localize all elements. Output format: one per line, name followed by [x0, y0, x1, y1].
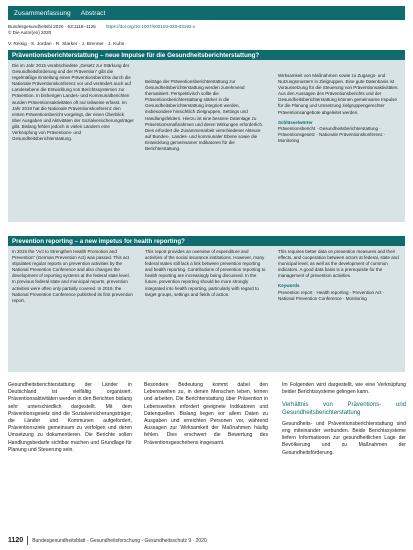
- abstract-tab-bar: [8, 6, 405, 20]
- german-title-bar: [8, 50, 405, 60]
- body-column-2: [144, 382, 268, 447]
- german-abstract-box: [8, 60, 405, 222]
- footer-divider: [27, 536, 28, 545]
- english-abstract-col-1: [12, 249, 134, 304]
- english-title: Prevention reporting – a new impetus for health reporting?: [12, 237, 185, 245]
- english-abstract-text-2: This report provides an overview of expenditure and activities of the social insurance institutions. However, many federal states still lack a link between prevention reporting and health reporting. Contributions of prevention reporting to health reporting are increasingly being discussed. In the future, prevention reporting should be more strongly integrated into health reporting, particularly with regard to target groups, settings and fields of action.: [145, 249, 266, 297]
- body-column-3: [282, 382, 406, 457]
- english-abstract-box: [8, 246, 405, 372]
- author-list: V. Reisig · S. Jordan · R. Starker · J. Brenner · J. Kuhn: [8, 42, 125, 47]
- german-abstract-col-2: [145, 63, 267, 152]
- english-abstract-text-3: This requires better data on prevention measures and their effects, and cooperation between actors at federal, state and municipal level, as well as the development of common indicators. A good data basis is a prerequisite for the management of prevention activities.: [278, 249, 399, 279]
- german-keywords: Präventionsbericht · Gesundheitsberichterstattung · Präventionsgesetz · Nationale Präventionskonferenz · Monitoring: [278, 125, 386, 143]
- german-title: Präventionsberichterstattung – neue Impulse für die Gesundheitsberichterstattung?: [12, 51, 260, 59]
- citation-text: Bundesgesundheitsbl 2020 · 63:1118–1125: [8, 24, 96, 29]
- english-keywords-label: Keywords: [278, 283, 300, 289]
- german-abstract-col-1: [12, 63, 134, 142]
- german-abstract-text-2: Beiträge der Präventionsberichterstattung zur Gesundheitsberichterstattung werden zunehmend thematisiert. Perspektivisch sollte die Präventionsberichterstattung stärker in die Gesundheitsberichterstattung integriert werden, insbesondere hinsichtlich Zielgruppen, Settings und Handlungsfeldern. Hierzu ist eine bessere Datenlage zu Präventionsmaßnahmen und deren Wirkungen erforderlich. Dies erfordert die Zusammenarbeit verschiedener Akteure auf Bundes-, Landes- und kommunaler Ebene sowie die Entwicklung gemeinsamer Indikatoren für die Berichterstattung.: [145, 79, 264, 152]
- body-text-1: Gesundheitsberichterstattung der Länder in Deutschland ist vielfältig organisiert. Präventionsaktivitäten werden in den Berichten bislang sehr unterschiedlich dargestellt. Mit dem Präventionsgesetz sind die Sozialversicherungsträger, die Länder und Kommunen aufgefordert, Präventionsziele gemeinsam zu verfolgen und deren Umsetzung zu dokumentieren. Die Berichte sollen Handlungsbedarfe sichtbar machen und Grundlage für Planung und Steuerung sein.: [8, 382, 132, 453]
- english-keywords: Prevention report · Health reporting · Prevention Act · National Prevention Conference · Monitoring: [278, 289, 385, 301]
- journal-name: Bundesgesundheitsblatt - Gesundheitsforschung - Gesundheitsschutz 9 · 2020: [32, 537, 207, 544]
- german-abstract-text-3: Wirksamkeit von Maßnahmen sowie zu Zugangs- und Nutzungsmustern in Zielgruppen. Eine gute Datenbasis ist Voraussetzung für die Steuerung von Präventionsaktivitäten. Aus den Aussagen des Präventionsberichts und der Gesundheitsberichterstattung können gemeinsame Impulse für die Planung und Umsetzung zielgruppengerechter Präventionsangebote abgeleitet werden.: [278, 73, 399, 115]
- section-heading: Verhältnis von Präventions- und Gesundheitsberichterstattung: [282, 402, 406, 416]
- article-meta: [8, 24, 195, 37]
- page-number: 1120: [8, 537, 24, 544]
- german-abstract-col-3: [278, 63, 400, 144]
- body-text-3a: Im Folgenden wird dargestellt, wie eine Verknüpfung beider Berichtssysteme gelingen kann.: [282, 382, 406, 396]
- body-text-2: Besondere Bedeutung kommt dabei den Lebenswelten zu, in denen Menschen leben, lernen und arbeiten. Die Berichterstattung über Prävention in Lebenswelten erfordert geeignete Indikatoren und Datenquellen. Bislang liegen vor allem Daten zu Ausgaben und erreichten Personen vor, während Aussagen zur Wirksamkeit der Maßnahmen häufig fehlen. Dies erschwert die Bewertung des Präventionsgeschehens insgesamt.: [144, 382, 268, 446]
- german-keywords-label: Schlüsselwörter: [278, 119, 313, 125]
- german-abstract-text-1: Die im Jahr 2015 verabschiedete „Gesetz zur Stärkung der Gesundheitsförderung und der Prävention“ gibt die regelmäßige Erstellung eines Präventionsberichts durch die Nationale Präventionskonferenz vor und verändert auch auf Landesebene die Entwicklung von Berichtssystemen zur Prävention. In bisherigen Landes- und Kommunalberichten wurden Präventionsaktivitäten oft nur teilweise erfasst. Im Jahr 2019 hat die Nationale Präventionskonferenz den ersten Präventionsbericht vorgelegt, der einen Überblick über Ausgaben und Aktivitäten der Sozialversicherungsträger gibt. Bislang fehlen jedoch in vielen Ländern eine Verknüpfung von Präventions- und Gesundheitsberichterstattung.: [12, 63, 134, 142]
- tab-zusammenfassung[interactable]: Zusammenfassung: [14, 9, 71, 17]
- doi-link[interactable]: https://doi.org/10.1007/s00103-020-03192-x: [105, 24, 196, 29]
- english-abstract-col-3: [278, 249, 400, 302]
- body-column-1: [8, 382, 132, 454]
- copyright-line: © Die Autor(en) 2020: [8, 30, 52, 36]
- body-text-3b: Gesundheits- und Präventionsberichterstattung sind eng miteinander verbunden. Beide Berichtssysteme liefern Informationen zur gesundheitlichen Lage der Bevölkerung und zu Maßnahmen der Gesundheitsförderung.: [282, 420, 406, 456]
- english-title-bar: [8, 236, 405, 246]
- english-abstract-text-1: In 2015 the “Act to Strengthen Health Promotion and Prevention” (German Prevention Act) was passed. This act stipulates regular reports on prevention activities by the National Prevention Conference and also changes the development of reporting systems at the federal state level. In previous federal state and municipal reports, prevention activities were often only partially covered. In 2019, the National Prevention Conference published its first prevention report.: [12, 249, 133, 303]
- page-footer: [8, 536, 405, 545]
- tab-abstract[interactable]: Abstract: [80, 9, 106, 17]
- english-abstract-col-2: [145, 249, 267, 298]
